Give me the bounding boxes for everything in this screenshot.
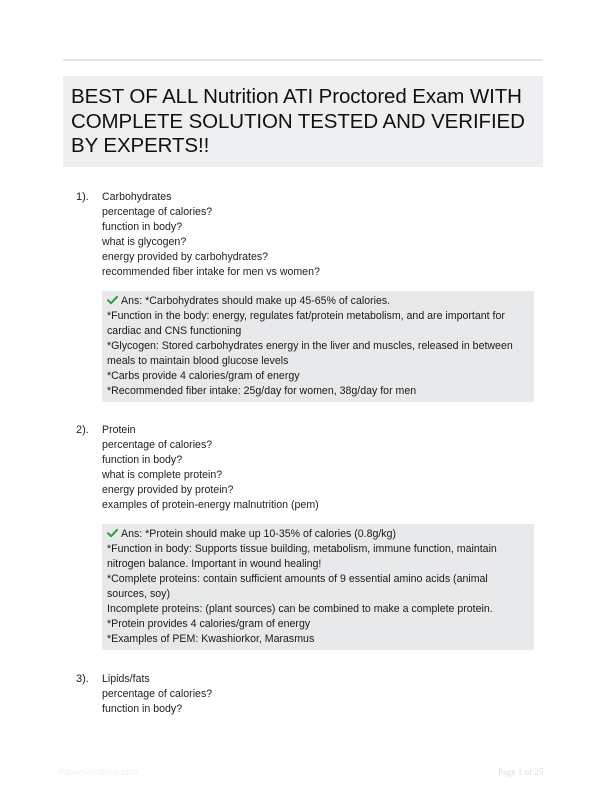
check-icon (107, 528, 118, 538)
question-line: examples of protein-energy malnutrition (pem) (102, 499, 319, 511)
question-line: what is glycogen? (102, 236, 187, 248)
answer-line: meals to maintain blood glucose levels (107, 355, 289, 367)
answer-line: sources, soy) (107, 588, 170, 600)
question-line: energy provided by carbohydrates? (102, 251, 269, 263)
title-box (63, 76, 543, 167)
answer-box (102, 291, 534, 402)
answer-line: *Examples of PEM: Kwashiorkor, Marasmus (107, 633, 315, 645)
question-text (102, 672, 532, 717)
question-number: 3). (76, 673, 89, 685)
answer-line: nitrogen balance. Important in wound healing! (107, 558, 322, 570)
question-line: function in body? (102, 221, 183, 233)
answer-line: *Recommended fiber intake: 25g/day for women, 38g/day for men (107, 385, 417, 397)
question-line: recommended fiber intake for men vs women? (102, 266, 320, 278)
answer-line: cardiac and CNS functioning (107, 325, 242, 337)
question-line: energy provided by protein? (102, 484, 234, 496)
footer-watermark: PaperSolutions.com (58, 767, 139, 777)
question-number: 2). (76, 424, 89, 436)
check-icon (107, 295, 118, 305)
answer-text: *Carbohydrates should make up 45-65% of calories. (145, 295, 391, 307)
answer-prefix: Ans: (121, 295, 146, 307)
question-line: function in body? (102, 454, 183, 466)
answer-line: *Complete proteins: contain sufficient amounts of 9 essential amino acids (animal (107, 573, 488, 585)
answer-line (107, 527, 526, 542)
answer-line: *Glycogen: Stored carbohydrates energy in the liver and muscles, released in between (107, 340, 513, 352)
answer-line: *Protein provides 4 calories/gram of energy (107, 618, 311, 630)
answer-line (107, 294, 526, 309)
question-line: what is complete protein? (102, 469, 223, 481)
question-line: function in body? (102, 703, 183, 715)
question-line: Protein (102, 424, 136, 436)
answer-prefix: Ans: (121, 528, 146, 540)
top-divider (63, 59, 543, 61)
answer-line: *Carbs provide 4 calories/gram of energy (107, 370, 300, 382)
question-text (102, 423, 532, 513)
document-title: BEST OF ALL Nutrition ATI Proctored Exam WITH COMPLETE SOLUTION TESTED AND VERIFIED BY EXPERTS!! (71, 85, 525, 157)
question-number: 1). (76, 191, 89, 203)
page-number: Page 1 of 25 (498, 767, 544, 777)
answer-box (102, 524, 534, 650)
question-text (102, 190, 532, 280)
question-line: Carbohydrates (102, 191, 172, 203)
question-line: percentage of calories? (102, 206, 213, 218)
answer-line: Incomplete proteins: (plant sources) can be combined to make a complete protein. (107, 603, 493, 615)
question-line: Lipids/fats (102, 673, 150, 685)
answer-line: *Function in body: Supports tissue building, metabolism, immune function, maintain (107, 543, 497, 555)
question-line: percentage of calories? (102, 439, 213, 451)
answer-line: *Function in the body: energy, regulates fat/protein metabolism, and are important for (107, 310, 505, 322)
answer-text: *Protein should make up 10-35% of calories (0.8g/kg) (145, 528, 397, 540)
question-line: percentage of calories? (102, 688, 213, 700)
